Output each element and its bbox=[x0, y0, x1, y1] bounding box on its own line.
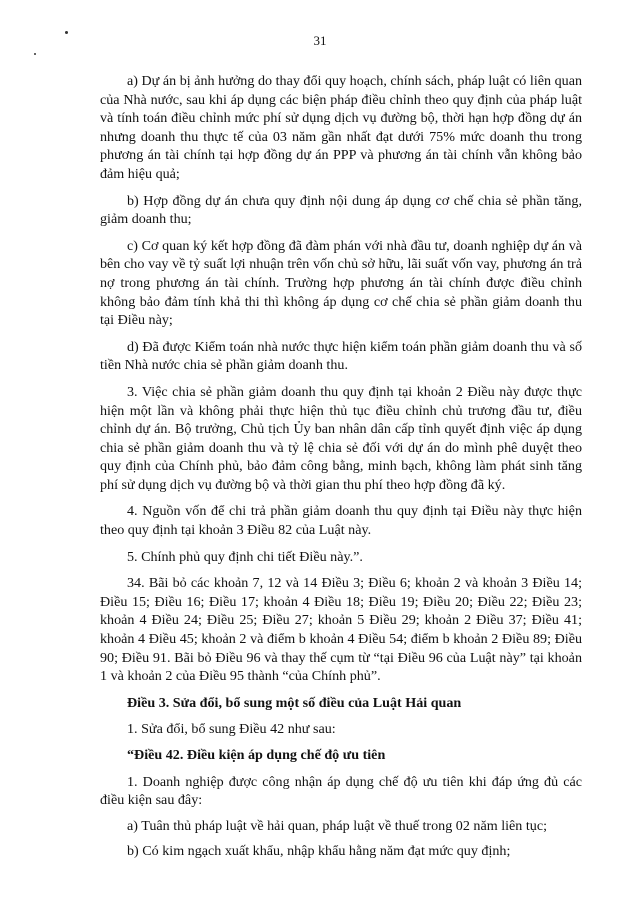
scan-speck bbox=[34, 53, 36, 55]
paragraph-point-c: c) Cơ quan ký kết hợp đồng đã đàm phán với nhà đầu tư, doanh nghiệp dự án và bên cho vay về tỷ suất lợi nhuận trên vốn chủ sở hữu, lãi suất vốn vay, phương án trả nợ trong phương án tài chính. Trường hợp phương án tài chính được điều chỉnh không bảo đảm tính khả thi thì không áp dụng cơ chế chia sẻ phần giảm doanh thu tại Điều này; bbox=[100, 237, 582, 329]
paragraph-clause-4: 4. Nguồn vốn để chi trả phần giảm doanh thu quy định tại Điều này thực hiện theo quy định tại khoản 3 Điều 82 của Luật này. bbox=[100, 503, 582, 539]
paragraph-clause-5: 5. Chính phủ quy định chi tiết Điều này.”. bbox=[127, 548, 363, 565]
article-3-heading: Điều 3. Sửa đổi, bổ sung một số điều của Luật Hải quan bbox=[127, 694, 462, 711]
paragraph-point-b: b) Hợp đồng dự án chưa quy định nội dung áp dụng cơ chế chia sẻ phần tăng, giảm doanh thu; bbox=[100, 192, 582, 228]
paragraph-point-a: a) Dự án bị ảnh hưởng do thay đổi quy hoạch, chính sách, pháp luật có liên quan của Nhà nước, sau khi áp dụng các biện pháp điều chỉnh theo quy định của pháp luật và tính toán điều chỉnh mức phí sử dụng dịch vụ đường bộ, thời hạn hợp đồng dự án nhưng doanh thu thực tế của 03 năm gần nhất đạt dưới 75% mức doanh thu trong phương án tài chính tại hợp đồng dự án PPP và phương án tài chính vẫn không bảo đảm hiệu quả; bbox=[100, 73, 582, 182]
page-number: 31 bbox=[313, 33, 327, 48]
paragraph-point-d: d) Đã được Kiểm toán nhà nước thực hiện kiểm toán phần giảm doanh thu và số tiền Nhà nước chia sẻ phần giảm doanh thu. bbox=[100, 338, 582, 374]
paragraph-article-42-clause-1: 1. Doanh nghiệp được công nhận áp dụng chế độ ưu tiên khi đáp ứng đủ các điều kiện sau đây: bbox=[100, 773, 582, 809]
paragraph-item-34: 34. Bãi bỏ các khoản 7, 12 và 14 Điều 3; Điều 6; khoản 2 và khoản 3 Điều 14; Điều 15; Điều 16; Điều 17; khoản 4 Điều 18; Điều 19; Điều 20; Điều 22; Điều 23; khoản 4 Điều 24; Điều 25; Điều 27; khoản 5 Điều 29; khoản 2 Điều 37; Điều 41; khoản 4 Điều 45; khoản 2 và điểm b khoản 4 Điều 54; điểm b khoản 2 Điều 89; Điều 90; Điều 91. Bãi bỏ Điều 96 và thay thế cụm từ “tại Điều 96 của Luật này” tại khoản 1 và khoản 2 của Điều 95 thành “của Chính phủ”. bbox=[100, 575, 582, 685]
paragraph-amend-article-42: 1. Sửa đổi, bổ sung Điều 42 như sau: bbox=[127, 721, 336, 738]
paragraph-article-42-point-b: b) Có kim ngạch xuất khẩu, nhập khẩu hằng năm đạt mức quy định; bbox=[127, 843, 511, 860]
paragraph-clause-3: 3. Việc chia sẻ phần giảm doanh thu quy định tại khoản 2 Điều này được thực hiện một lần và không phải thực hiện thủ tục điều chỉnh chủ trương đầu tư, điều chỉnh dự án. Bộ trưởng, Chủ tịch Ủy ban nhân dân cấp tỉnh quyết định việc áp dụng chia sẻ phần giảm doanh thu và tỷ lệ chia sẻ đối với dự án do mình phê duyệt theo quy định của Chính phủ, bảo đảm công bằng, minh bạch, không làm phát sinh tăng phí sử dụng dịch vụ đường bộ và thời gian thu phí theo hợp đồng đã ký. bbox=[100, 383, 582, 493]
paragraph-article-42-point-a: a) Tuân thủ pháp luật về hải quan, pháp luật về thuế trong 02 năm liên tục; bbox=[127, 817, 547, 834]
article-42-heading: “Điều 42. Điều kiện áp dụng chế độ ưu tiên bbox=[127, 747, 386, 763]
document-body bbox=[100, 72, 582, 868]
